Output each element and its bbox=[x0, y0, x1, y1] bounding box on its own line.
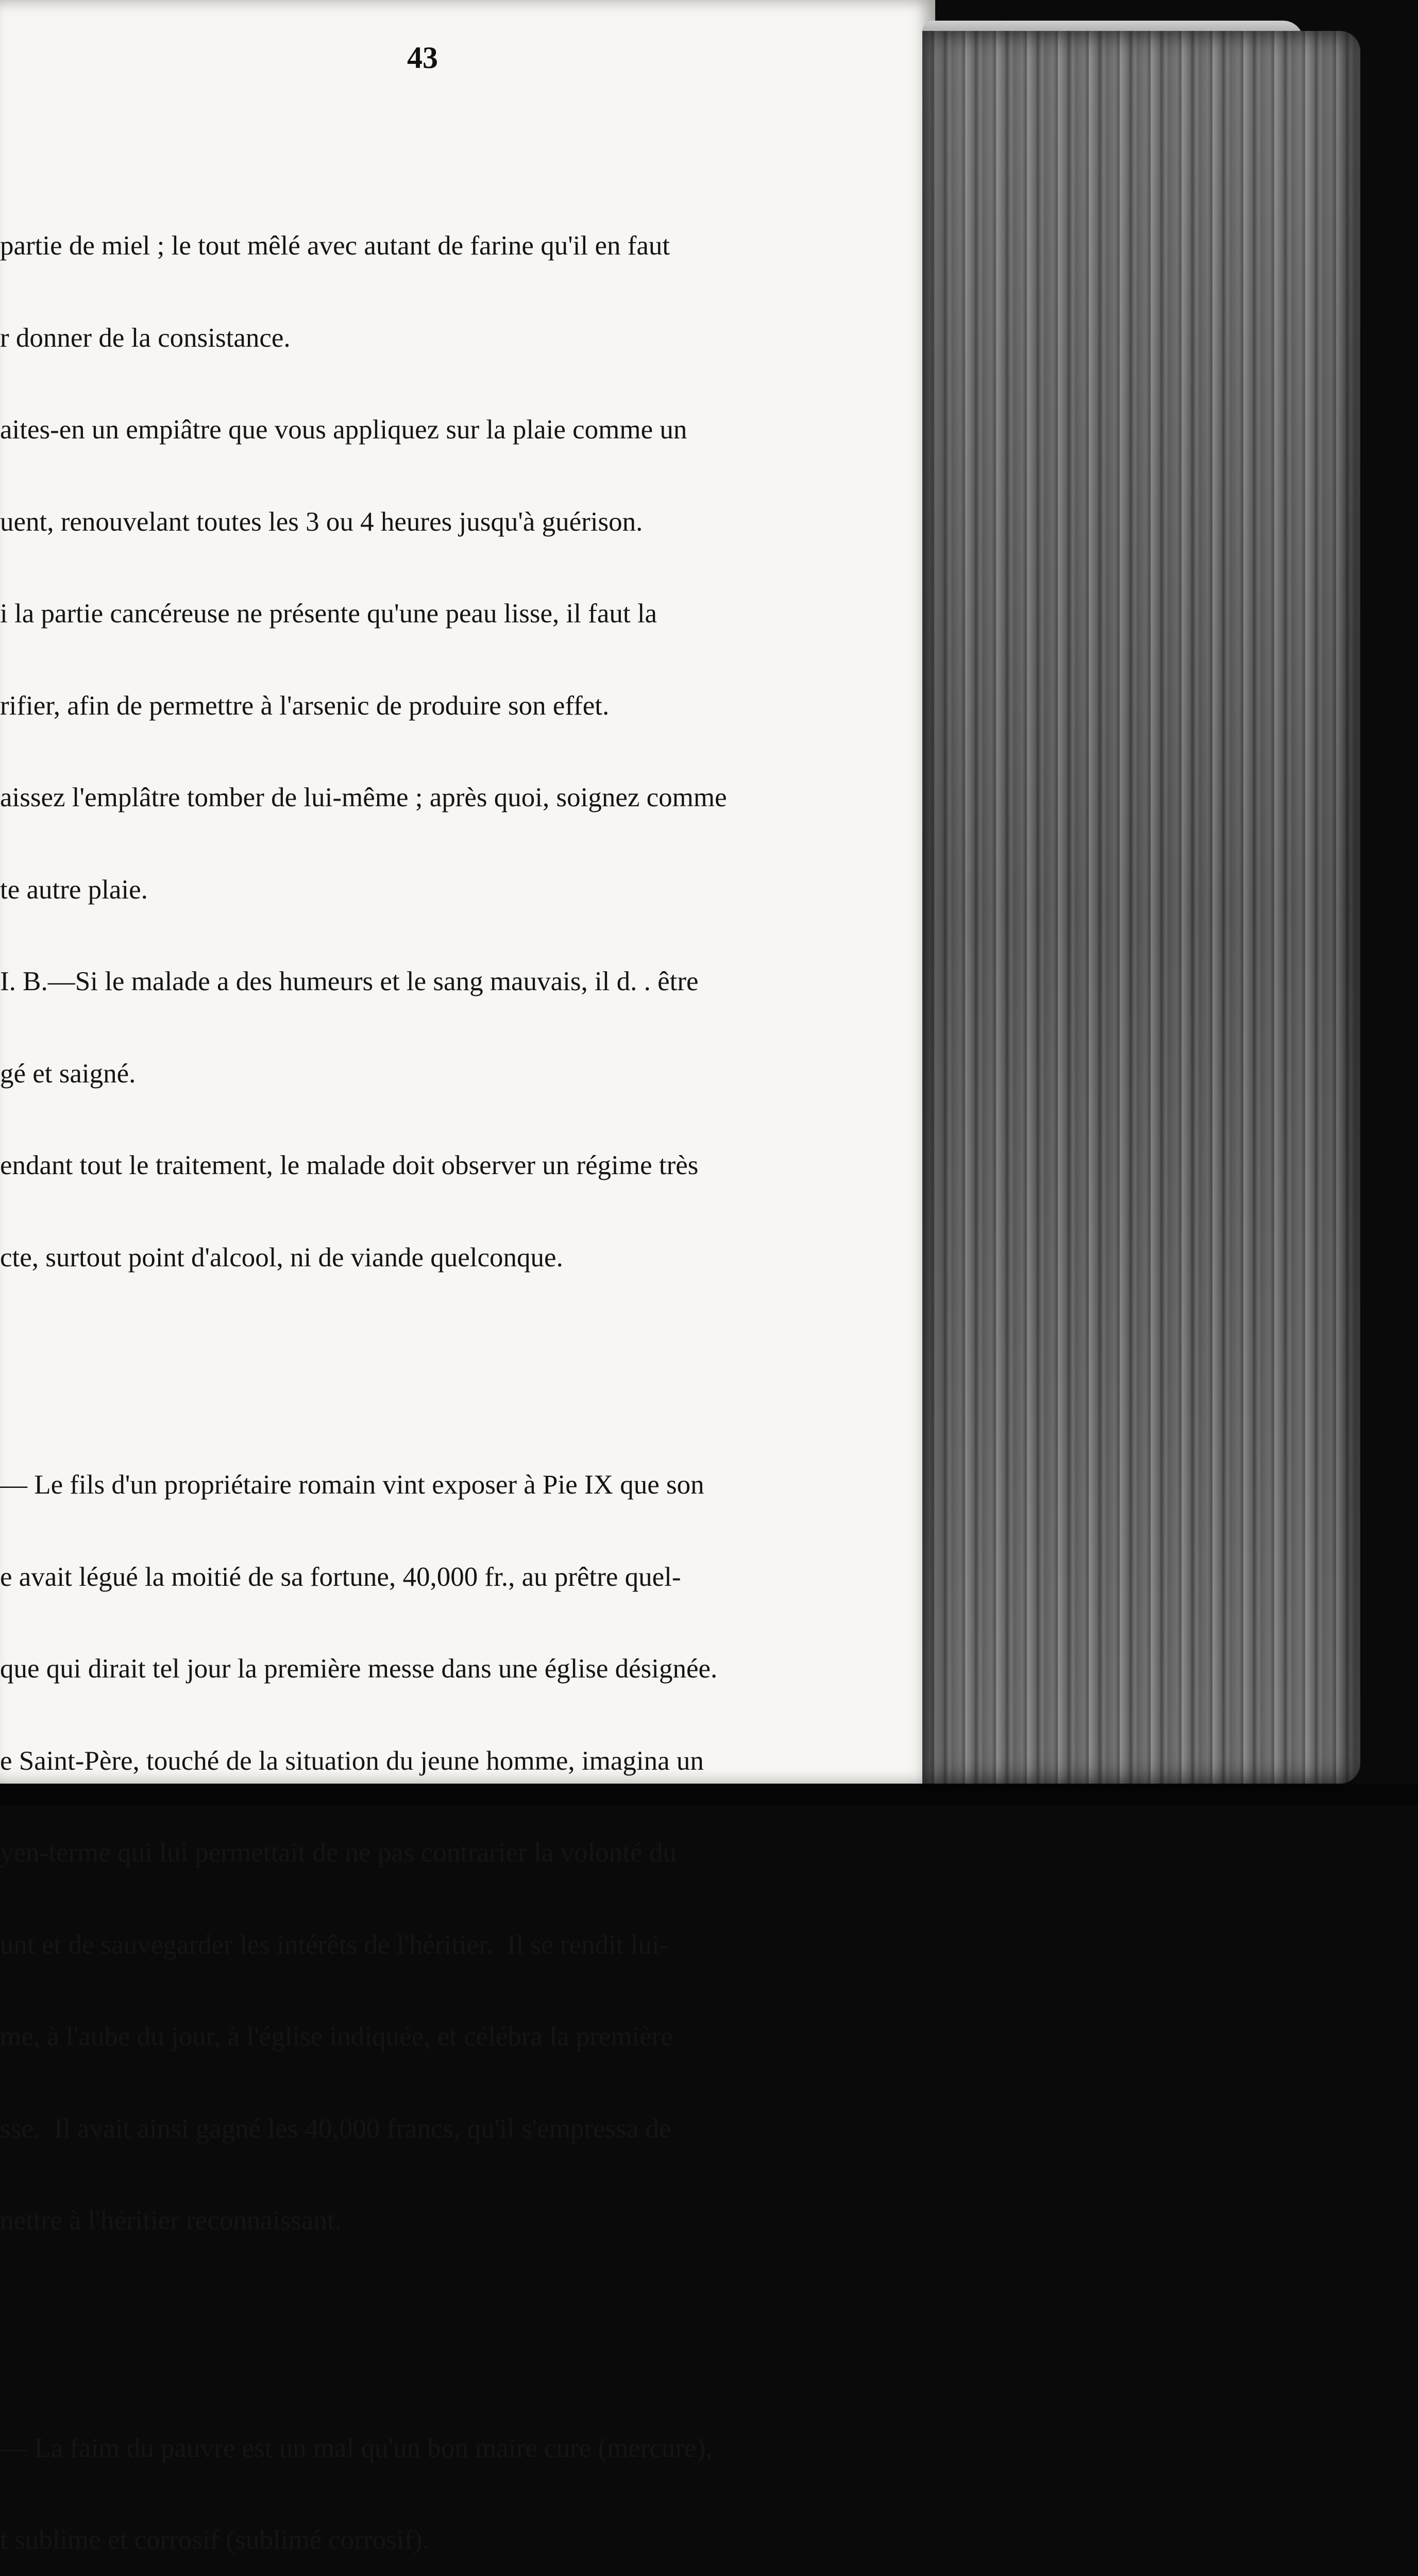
text-line: t sublime et corrosif (sublimé corrosif). bbox=[0, 2525, 894, 2556]
text-line: uent, renouvelant toutes les 3 ou 4 heures jusqu'à guérison. bbox=[0, 507, 894, 538]
text-line: e Saint-Père, touché de la situation du jeune homme, imagina un bbox=[0, 1746, 894, 1777]
text-line: i la partie cancéreuse ne présente qu'une peau lisse, il faut la bbox=[0, 599, 894, 630]
book-fore-edge bbox=[922, 31, 1360, 1784]
text-line: — Le fils d'un propriétaire romain vint exposer à Pie IX que son bbox=[0, 1470, 894, 1501]
text-line: — La faim du pauvre est un mal qu'un bon maire cure (mercure), bbox=[0, 2433, 894, 2464]
text-line: te autre plaie. bbox=[0, 875, 894, 906]
paragraph bbox=[0, 2372, 894, 2576]
text-line: I. B.—Si le malade a des humeurs et le sang mauvais, il d. . être bbox=[0, 967, 894, 997]
text-line: cte, surtout point d'alcool, ni de viande quelconque. bbox=[0, 1243, 894, 1274]
text-line: partie de miel ; le tout mêlé avec autant de farine qu'il en faut bbox=[0, 231, 894, 262]
text-line: sse. Il avait ainsi gagné les 40,000 francs, qu'il s'empressa de bbox=[0, 2114, 894, 2145]
book-page bbox=[0, 0, 935, 1784]
page-number: 43 bbox=[392, 40, 453, 76]
text-line: nettre à l'héritier reconnaissant. bbox=[0, 2206, 894, 2236]
paragraph bbox=[0, 1409, 894, 2298]
page-text bbox=[0, 108, 894, 2576]
text-line: r donner de la consistance. bbox=[0, 323, 894, 354]
paragraph bbox=[0, 170, 894, 1334]
text-line: unt et de sauvegarder les intérêts de l'héritier. Il se rendit lui- bbox=[0, 1930, 894, 1961]
text-line: aites-en un empiâtre que vous appliquez sur la plaie comme un bbox=[0, 415, 894, 446]
text-line: que qui dirait tel jour la première messe dans une église désignée. bbox=[0, 1654, 894, 1685]
text-line: me, à l'aube du jour, à l'église indiquée, et célébra la première bbox=[0, 2022, 894, 2053]
text-line: gé et saigné. bbox=[0, 1059, 894, 1090]
text-line: aissez l'emplâtre tomber de lui-même ; après quoi, soignez comme bbox=[0, 783, 894, 814]
text-line: e avait légué la moitié de sa fortune, 40,000 fr., au prêtre quel- bbox=[0, 1562, 894, 1593]
text-line: rifier, afin de permettre à l'arsenic de produire son effet. bbox=[0, 691, 894, 722]
text-line: endant tout le traitement, le malade doit observer un régime très bbox=[0, 1150, 894, 1181]
text-line: yen-terme qui lui permettait de ne pas contrarier la volonté du bbox=[0, 1838, 894, 1869]
scan-border bbox=[0, 1784, 1418, 1805]
